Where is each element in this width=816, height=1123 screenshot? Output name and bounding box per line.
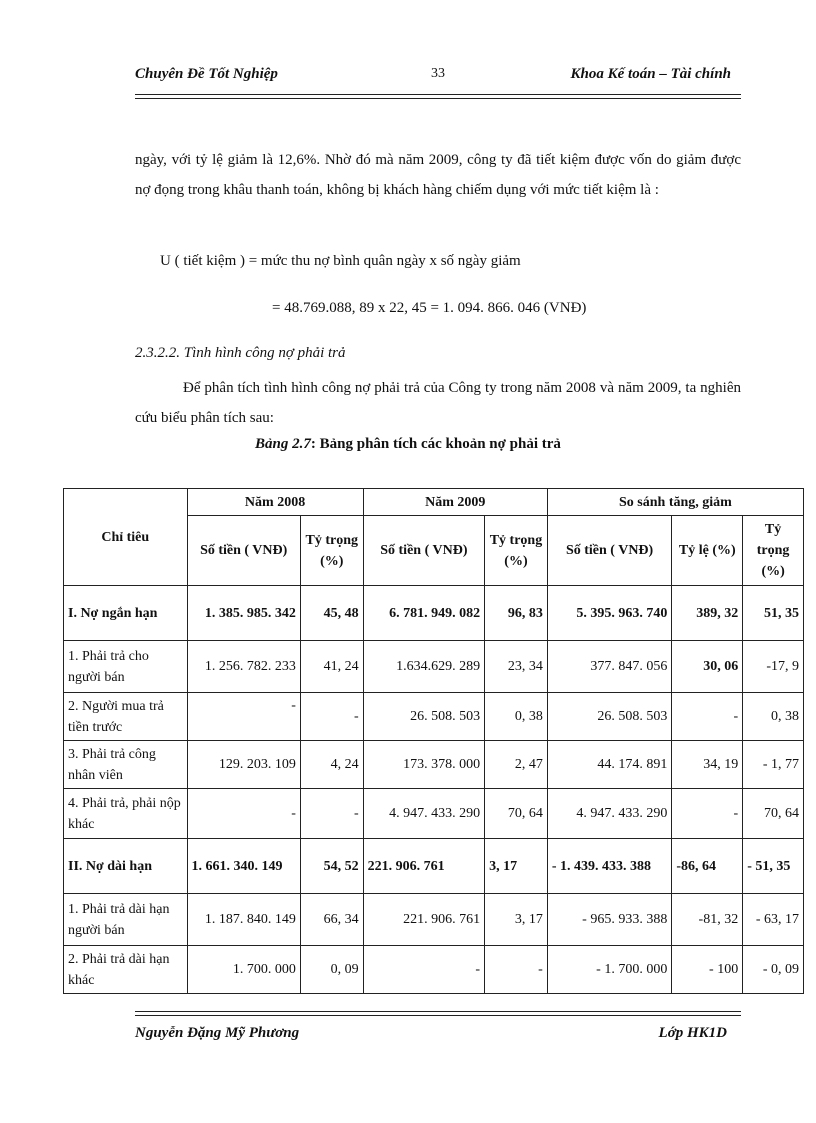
cell-value: 23, 34 bbox=[485, 641, 548, 693]
cell-value: - 0, 09 bbox=[743, 946, 804, 994]
table-row bbox=[64, 741, 804, 789]
cell-value: 4. 947. 433. 290 bbox=[363, 789, 484, 839]
cell-value: 0, 38 bbox=[485, 693, 548, 741]
row-label: II. Nợ dài hạn bbox=[64, 839, 188, 894]
cell-value: 129. 203. 109 bbox=[187, 741, 300, 789]
cell-value: 70, 64 bbox=[743, 789, 804, 839]
header-tytrong-2008: Tỷ trọng (%) bbox=[300, 516, 363, 586]
cell-value: 221. 906. 761 bbox=[363, 839, 484, 894]
row-label: 1. Phải trả dài hạn người bán bbox=[64, 894, 188, 946]
cell-value: - bbox=[300, 789, 363, 839]
table-row bbox=[64, 693, 804, 741]
cell-value: - 51, 35 bbox=[743, 839, 804, 894]
footer-author: Nguyễn Đặng Mỹ Phương bbox=[135, 1025, 300, 1041]
table-caption bbox=[0, 436, 816, 453]
row-label: 2. Phải trả dài hạn khác bbox=[64, 946, 188, 994]
cell-value: 6. 781. 949. 082 bbox=[363, 586, 484, 641]
header-tytrong-cmp: Tỷ trọng (%) bbox=[743, 516, 804, 586]
cell-value: -81, 32 bbox=[672, 894, 743, 946]
cell-value: 0, 09 bbox=[300, 946, 363, 994]
cell-value: 30, 06 bbox=[672, 641, 743, 693]
header-title: Chuyên Đề Tốt Nghiệp bbox=[135, 66, 278, 82]
cell-value: 34, 19 bbox=[672, 741, 743, 789]
header-tytrong-2009: Tỷ trọng (%) bbox=[485, 516, 548, 586]
cell-value: - 1. 700. 000 bbox=[547, 946, 672, 994]
cell-value: - bbox=[485, 946, 548, 994]
cell-value: 54, 52 bbox=[300, 839, 363, 894]
cell-value: 1. 187. 840. 149 bbox=[187, 894, 300, 946]
cell-value: 5. 395. 963. 740 bbox=[547, 586, 672, 641]
liabilities-table bbox=[63, 488, 804, 994]
cell-value: - 1. 439. 433. 388 bbox=[547, 839, 672, 894]
cell-value: - 63, 17 bbox=[743, 894, 804, 946]
header-sotien-2008: Số tiền ( VNĐ) bbox=[187, 516, 300, 586]
cell-value: 1.634.629. 289 bbox=[363, 641, 484, 693]
formula-line-2: = 48.769.088, 89 x 22, 45 = 1. 094. 866. 046 (VNĐ) bbox=[272, 300, 587, 316]
cell-value: 41, 24 bbox=[300, 641, 363, 693]
cell-value: 44. 174. 891 bbox=[547, 741, 672, 789]
row-label: 3. Phải trả công nhân viên bbox=[64, 741, 188, 789]
cell-value: - 965. 933. 388 bbox=[547, 894, 672, 946]
header-sotien-cmp: Số tiền ( VNĐ) bbox=[547, 516, 672, 586]
cell-value: 26. 508. 503 bbox=[363, 693, 484, 741]
page-header bbox=[135, 62, 741, 88]
table-row bbox=[64, 946, 804, 994]
cell-value: 3, 17 bbox=[485, 894, 548, 946]
page-number: 33 bbox=[431, 66, 445, 81]
row-label: 2. Người mua trả tiền trước bbox=[64, 693, 188, 741]
row-label: 1. Phải trả cho người bán bbox=[64, 641, 188, 693]
cell-value: 389, 32 bbox=[672, 586, 743, 641]
header-2008: Năm 2008 bbox=[187, 489, 363, 516]
cell-value: 4. 947. 433. 290 bbox=[547, 789, 672, 839]
header-rule bbox=[135, 94, 741, 99]
header-faculty: Khoa Kế toán – Tài chính bbox=[570, 66, 731, 82]
footer-class: Lớp HK1D bbox=[658, 1025, 727, 1041]
cell-value: 4, 24 bbox=[300, 741, 363, 789]
table-row bbox=[64, 894, 804, 946]
cell-value: 221. 906. 761 bbox=[363, 894, 484, 946]
cell-value: - bbox=[672, 789, 743, 839]
cell-value: - bbox=[187, 693, 300, 741]
header-sotien-2009: Số tiền ( VNĐ) bbox=[363, 516, 484, 586]
cell-value: 1. 661. 340. 149 bbox=[187, 839, 300, 894]
cell-value: 173. 378. 000 bbox=[363, 741, 484, 789]
cell-value: 96, 83 bbox=[485, 586, 548, 641]
cell-value: - bbox=[300, 693, 363, 741]
cell-value: 26. 508. 503 bbox=[547, 693, 672, 741]
table-row bbox=[64, 789, 804, 839]
cell-value: 66, 34 bbox=[300, 894, 363, 946]
caption-label: Bảng 2.7 bbox=[255, 436, 311, 452]
table-row bbox=[64, 641, 804, 693]
header-tyle: Tỷ lệ (%) bbox=[672, 516, 743, 586]
cell-value: 70, 64 bbox=[485, 789, 548, 839]
table-row bbox=[64, 586, 804, 641]
paragraph-2: Để phân tích tình hình công nợ phải trả của Công ty trong năm 2008 và năm 2009, ta nghiên cứu biểu phân tích sau: bbox=[135, 380, 741, 426]
paragraph-1: ngày, với tỷ lệ giảm là 12,6%. Nhờ đó mà năm 2009, công ty đã tiết kiệm được vốn do giảm được nợ đọng trong khâu thanh toán, không bị khách hàng chiếm dụng với mức tiết kiệm là : bbox=[135, 152, 741, 198]
cell-value: - 1, 77 bbox=[743, 741, 804, 789]
header-comparison: So sánh tăng, giảm bbox=[547, 489, 803, 516]
cell-value: 3, 17 bbox=[485, 839, 548, 894]
footer-rule bbox=[135, 1011, 741, 1016]
cell-value: 45, 48 bbox=[300, 586, 363, 641]
header-2009: Năm 2009 bbox=[363, 489, 547, 516]
cell-value: - bbox=[672, 693, 743, 741]
cell-value: - 100 bbox=[672, 946, 743, 994]
cell-value: - bbox=[363, 946, 484, 994]
row-label: I. Nợ ngắn hạn bbox=[64, 586, 188, 641]
header-chitieu: Chỉ tiêu bbox=[64, 489, 188, 586]
cell-value: 377. 847. 056 bbox=[547, 641, 672, 693]
cell-value: 1. 700. 000 bbox=[187, 946, 300, 994]
cell-value: 1. 385. 985. 342 bbox=[187, 586, 300, 641]
cell-value: 51, 35 bbox=[743, 586, 804, 641]
formula-line-1: U ( tiết kiệm ) = mức thu nợ bình quân ngày x số ngày giảm bbox=[160, 253, 521, 269]
row-label: 4. Phải trả, phải nộp khác bbox=[64, 789, 188, 839]
section-heading: 2.3.2.2. Tình hình công nợ phải trả bbox=[135, 345, 346, 361]
cell-value: -86, 64 bbox=[672, 839, 743, 894]
cell-value: 2, 47 bbox=[485, 741, 548, 789]
table-row bbox=[64, 839, 804, 894]
cell-value: - bbox=[187, 789, 300, 839]
cell-value: 0, 38 bbox=[743, 693, 804, 741]
cell-value: 1. 256. 782. 233 bbox=[187, 641, 300, 693]
cell-value: -17, 9 bbox=[743, 641, 804, 693]
caption-text: : Bảng phân tích các khoản nợ phải trả bbox=[310, 436, 561, 452]
